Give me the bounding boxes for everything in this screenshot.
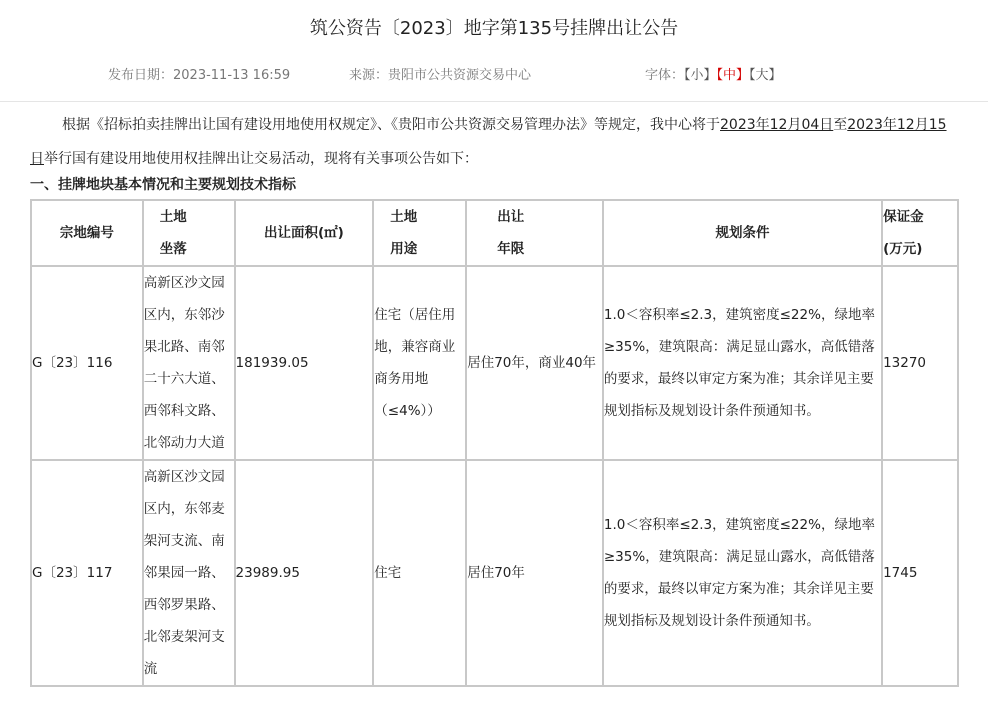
column-header-text: 出让 bbox=[497, 209, 525, 225]
end-date: 2023年12月15日 bbox=[30, 117, 947, 167]
table-cell: 13270 bbox=[882, 266, 958, 460]
column-header bbox=[373, 200, 466, 266]
table-cell: G〔23〕116 bbox=[31, 266, 143, 460]
table-cell: 居住70年 bbox=[466, 460, 603, 686]
column-header bbox=[31, 200, 143, 266]
table-cell: 住宅（居住用地，兼容商业商务用地（≤4%）） bbox=[373, 266, 466, 460]
publish-date: 发布日期：2023-11-13 16:59 bbox=[108, 68, 291, 83]
table-cell: 181939.05 bbox=[235, 266, 374, 460]
font-size-label: 字体： bbox=[645, 68, 685, 83]
table-cell: 1745 bbox=[882, 460, 958, 686]
table-row bbox=[31, 266, 958, 460]
table-cell: 居住70年，商业40年 bbox=[466, 266, 603, 460]
table-header-row bbox=[31, 200, 958, 266]
column-header-text: 规划条件 bbox=[715, 225, 770, 241]
column-header bbox=[235, 200, 374, 266]
table-row bbox=[31, 460, 958, 686]
divider bbox=[0, 101, 988, 102]
column-header-text: 宗地编号 bbox=[59, 225, 114, 241]
table-cell: 高新区沙文园区内，东邻沙果北路、南邻二十六大道、西邻科文路、北邻动力大道 bbox=[143, 266, 235, 460]
table-cell: 住宅 bbox=[373, 460, 466, 686]
start-date: 2023年12月04日 bbox=[720, 117, 834, 133]
intro-text: 根据《招标拍卖挂牌出让国有建设用地使用权规定》、《贵阳市公共资源交易管理办法》等规定，我中心将于 bbox=[62, 117, 720, 133]
table-cell: 1.0＜容积率≤2.3，建筑密度≤22%，绿地率≥35%，建筑限高：满足显山露水，高低错落的要求，最终以审定方案为准；其余详见主要规划指标及规划设计条件预通知书。 bbox=[603, 266, 882, 460]
intro-text-2: 举行国有建设用地使用权挂牌出让交易活动，现将有关事项公告如下： bbox=[44, 151, 478, 167]
font-medium-link[interactable]: 【中】 bbox=[716, 68, 750, 83]
intro-to: 至 bbox=[833, 117, 848, 133]
column-header bbox=[143, 200, 235, 266]
column-header bbox=[882, 200, 958, 266]
intro-paragraph bbox=[30, 108, 955, 176]
table-cell: 23989.95 bbox=[235, 460, 374, 686]
font-size-switcher bbox=[645, 64, 782, 83]
font-small-link[interactable]: 【小】 bbox=[684, 68, 717, 83]
column-header bbox=[466, 200, 603, 266]
land-parcel-table bbox=[30, 199, 959, 687]
column-header-text: 保证金 bbox=[883, 209, 924, 225]
source: 来源：贵阳市公共资源交易中心 bbox=[349, 68, 532, 83]
section-title: 一、挂牌地块基本情况和主要规划技术指标 bbox=[30, 177, 296, 193]
font-large-link[interactable]: 【大】 bbox=[749, 68, 782, 83]
column-header-text: 出让面积(㎡) bbox=[263, 225, 344, 241]
column-header-text: 土地 bbox=[390, 209, 418, 225]
column-header-text: 土地 bbox=[159, 209, 187, 225]
table-cell: 1.0＜容积率≤2.3，建筑密度≤22%，绿地率≥35%，建筑限高：满足显山露水，高低错落的要求，最终以审定方案为准；其余详见主要规划指标及规划设计条件预通知书。 bbox=[603, 460, 882, 686]
column-header-text: (万元) bbox=[883, 241, 923, 257]
column-header bbox=[603, 200, 882, 266]
column-header-text: 年限 bbox=[497, 241, 525, 257]
column-header-text: 坐落 bbox=[159, 241, 187, 257]
table-body bbox=[31, 266, 958, 686]
table-cell: 高新区沙文园区内，东邻麦架河支流、南邻果园一路、西邻罗果路、北邻麦架河支流 bbox=[143, 460, 235, 686]
table-cell: G〔23〕117 bbox=[31, 460, 143, 686]
column-header-text: 用途 bbox=[390, 241, 418, 257]
page-title: 筑公资告〔2023〕地字第135号挂牌出让公告 bbox=[309, 18, 679, 39]
